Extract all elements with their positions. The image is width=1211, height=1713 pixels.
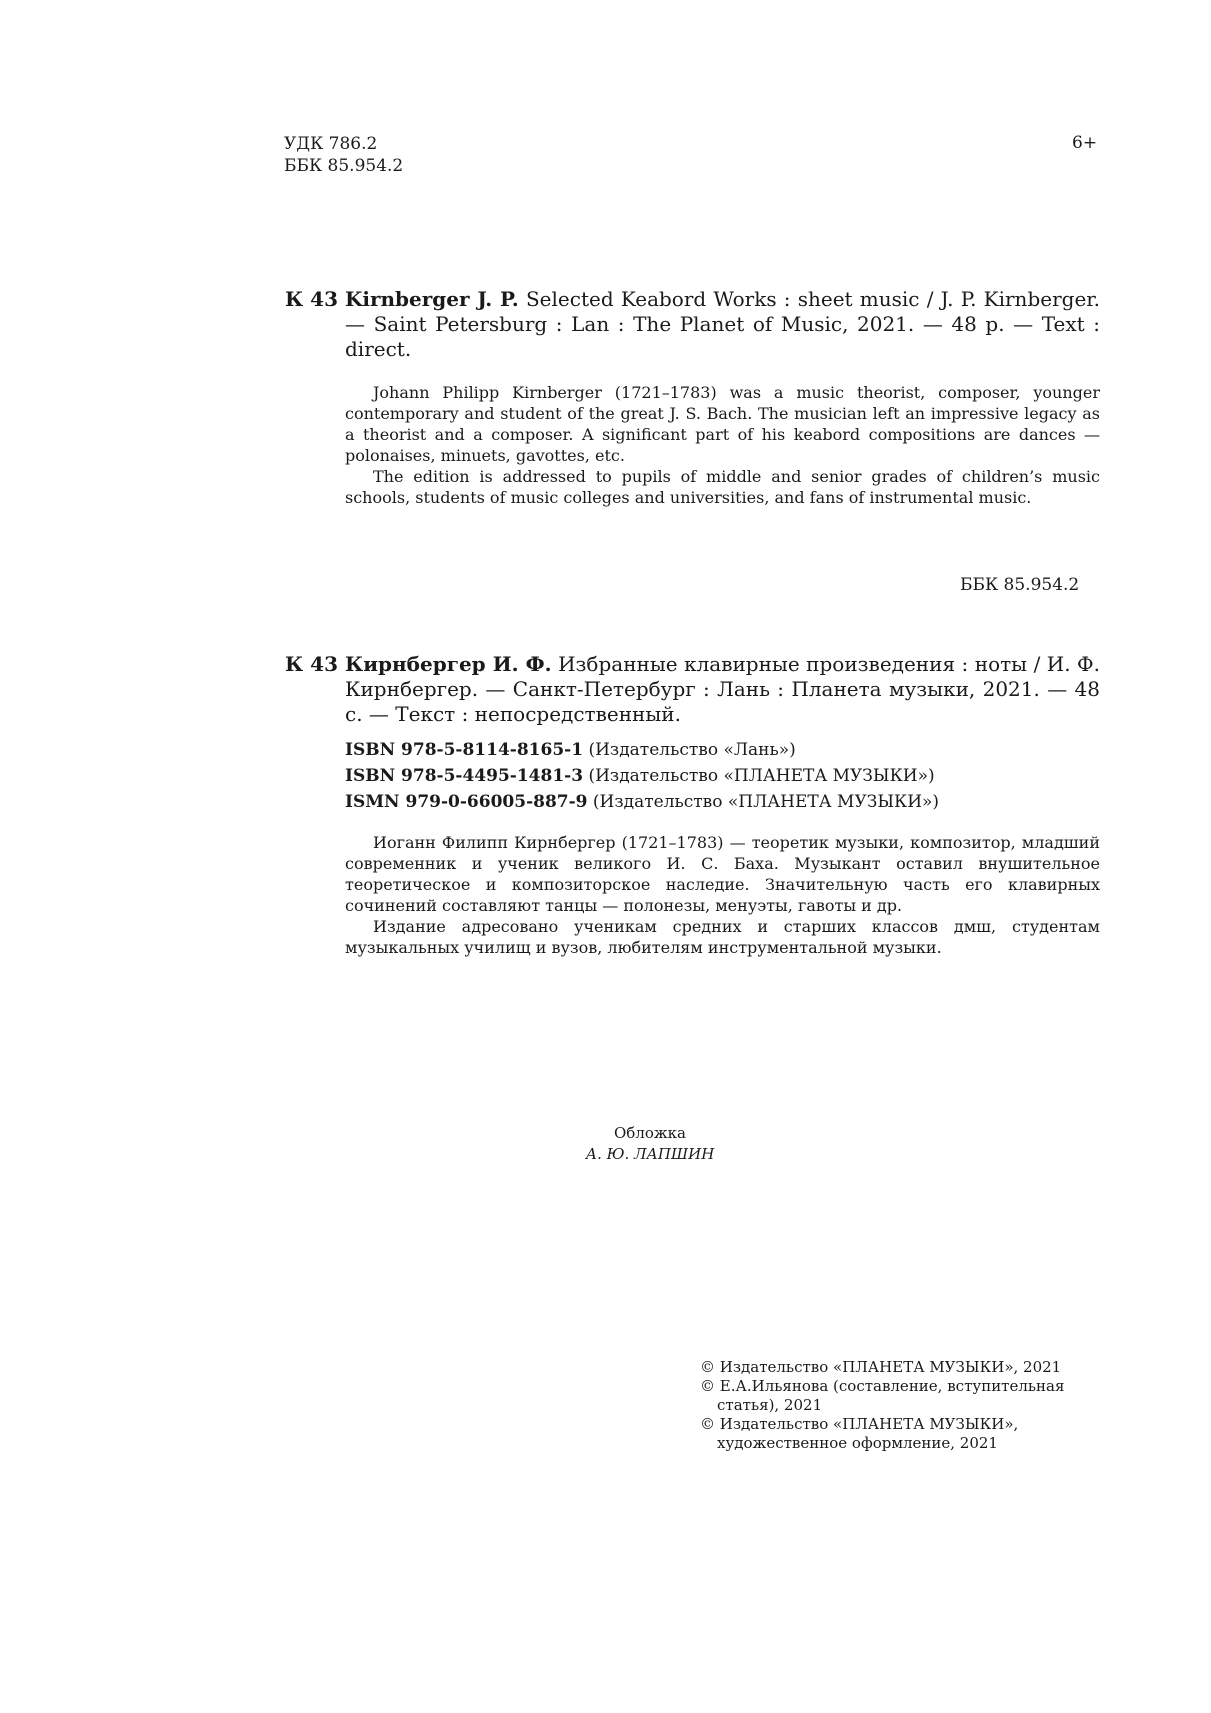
classification-codes [284, 133, 403, 177]
cover-credit [520, 1123, 780, 1165]
abstract-paragraph: Издание адресовано ученикам средних и старших классов дмш, студентам музыкальных училищ и вузов, любителям инструментальной музыки. [345, 917, 1100, 957]
russian-abstract [345, 832, 1100, 958]
english-abstract [345, 382, 1100, 508]
catalog-code: К 43 [285, 652, 338, 676]
cover-label: Обложка [613, 1124, 686, 1142]
isbn-list [345, 737, 939, 815]
entry-author: Kirnberger J. P. [345, 287, 519, 311]
isbn-publisher: (Издательство «ПЛАНЕТА МУЗЫКИ») [588, 766, 935, 786]
entry-body: Selected Keabord Works : sheet music / J. P. Kirnberger. — Saint Petersburg : Lan : The Planet of Music, 2021. — 48 p. — Text : direct. [345, 287, 1100, 361]
bbk-code: ББК 85.954.2 [284, 156, 404, 176]
isbn-line [345, 763, 939, 789]
isbn-number: ISBN 978-5-4495-1481-3 [345, 766, 584, 786]
entry-author: Кирнбергер И. Ф. [345, 652, 552, 676]
udk-code: УДК 786.2 [284, 134, 378, 154]
abstract-paragraph: The edition is addressed to pupils of middle and senior grades of children’s music schools, students of music colleges and universities, and fans of instrumental music. [345, 467, 1100, 507]
catalog-code: К 43 [285, 287, 338, 311]
isbn-number: ISBN 978-5-8114-8165-1 [345, 740, 584, 760]
english-catalog-entry [285, 287, 1100, 362]
bbk-code-right: ББК 85.954.2 [960, 575, 1080, 595]
copyright-block [700, 1358, 1100, 1453]
copyright-line: © Е.А.Ильянова (составление, вступительная статья), 2021 [700, 1377, 1065, 1414]
entry-body: Избранные клавирные произведения : ноты / И. Ф. Кирнбергер. — Санкт-Петербург : Лань : Планета музыки, 2021. — 48 с. — Текст : непосредственный. [345, 652, 1100, 726]
copyright-line: © Издательство «ПЛАНЕТА МУЗЫКИ», 2021 [700, 1358, 1062, 1376]
russian-catalog-entry [285, 652, 1100, 727]
isbn-publisher: (Издательство «Лань») [588, 740, 796, 760]
isbn-line [345, 789, 939, 815]
cover-designer: А. Ю. ЛАПШИН [585, 1145, 715, 1163]
isbn-publisher: (Издательство «ПЛАНЕТА МУЗЫКИ») [592, 792, 940, 812]
isbn-line [345, 737, 939, 763]
abstract-paragraph: Johann Philipp Kirnberger (1721–1783) was a music theorist, composer, younger contemporary and student of the great J. S. Bach. The musician left an impressive legacy as a theorist and a composer. A significant part of his keabord compositions are dances — polonaises, minuets, gavottes, etc. [345, 383, 1100, 465]
copyright-line: © Издательство «ПЛАНЕТА МУЗЫКИ», художественное оформление, 2021 [700, 1415, 1019, 1452]
age-rating: 6+ [1072, 133, 1098, 153]
ismn-number: ISMN 979-0-66005-887-9 [345, 792, 588, 812]
abstract-paragraph: Иоганн Филипп Кирнбергер (1721–1783) — теоретик музыки, композитор, младший современник и ученик великого И. С. Баха. Музыкант оставил внушительное теоретическое и композиторское наследие. Значительную часть его клавирных сочинений составляют танцы — полонезы, менуэты, гавоты и др. [345, 833, 1100, 915]
